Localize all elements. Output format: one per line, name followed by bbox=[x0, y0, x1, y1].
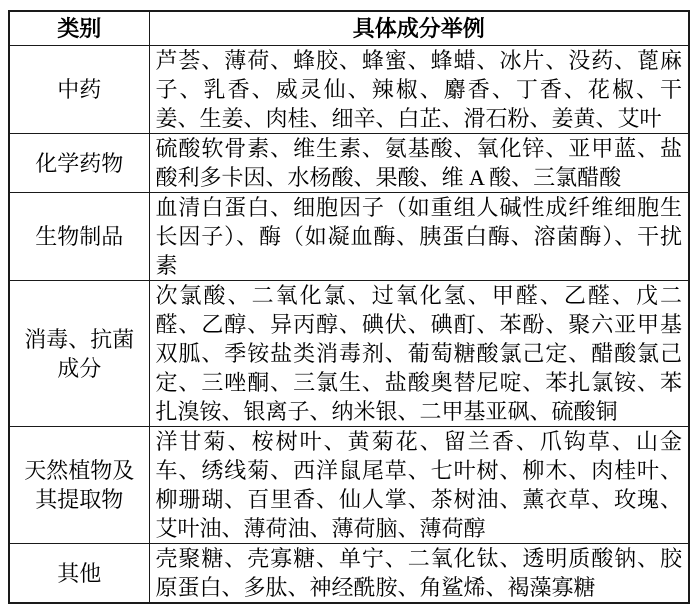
table-row-disinfectant-antibacterial bbox=[9, 281, 689, 427]
table-row-chinese-medicine bbox=[9, 46, 689, 134]
category-cell: 消毒、抗菌成分 bbox=[9, 281, 149, 427]
category-cell: 其他 bbox=[9, 544, 149, 604]
table-row-other bbox=[9, 544, 689, 604]
category-cell: 中药 bbox=[9, 46, 149, 134]
examples-cell: 壳聚糖、壳寡糖、单宁、二氧化钛、透明质酸钠、胶原蛋白、多肽、神经酰胺、角鲨烯、褐藻寡糖 bbox=[149, 544, 689, 604]
table-row-biological-products bbox=[9, 193, 689, 281]
examples-cell: 洋甘菊、桉树叶、黄菊花、留兰香、爪钩草、山金车、绣线菊、西洋鼠尾草、七叶树、柳木、肉桂叶、柳珊瑚、百里香、仙人掌、茶树油、薰衣草、玫瑰、艾叶油、薄荷油、薄荷脑、薄荷醇 bbox=[149, 427, 689, 544]
category-cell: 天然植物及其提取物 bbox=[9, 427, 149, 544]
examples-cell: 芦荟、薄荷、蜂胶、蜂蜜、蜂蜡、冰片、没药、蓖麻子、乳香、威灵仙、辣椒、麝香、丁香、花椒、干姜、生姜、肉桂、细辛、白芷、滑石粉、姜黄、艾叶 bbox=[149, 46, 689, 134]
table-row-natural-plants bbox=[9, 427, 689, 544]
category-cell: 化学药物 bbox=[9, 134, 149, 193]
examples-cell: 次氯酸、二氧化氯、过氧化氢、甲醛、乙醛、戊二醛、乙醇、异丙醇、碘伏、碘酊、苯酚、聚六亚甲基双胍、季铵盐类消毒剂、葡萄糖酸氯己定、醋酸氯己定、三唑酮、三氯生、盐酸奥替尼啶、苯扎氯铵、苯扎溴铵、银离子、纳米银、二甲基亚砜、硫酸铜 bbox=[149, 281, 689, 427]
column-header-examples: 具体成分举例 bbox=[149, 11, 689, 46]
document-page bbox=[0, 10, 700, 608]
table-header-row bbox=[9, 11, 689, 46]
ingredients-table bbox=[8, 10, 690, 604]
category-cell: 生物制品 bbox=[9, 193, 149, 281]
examples-cell: 硫酸软骨素、维生素、氨基酸、氧化锌、亚甲蓝、盐酸利多卡因、水杨酸、果酸、维 A 酸、三氯醋酸 bbox=[149, 134, 689, 193]
table-row-chemical-drugs bbox=[9, 134, 689, 193]
column-header-category: 类别 bbox=[9, 11, 149, 46]
examples-cell: 血清白蛋白、细胞因子（如重组人碱性成纤维细胞生长因子）、酶（如凝血酶、胰蛋白酶、溶菌酶）、干扰素 bbox=[149, 193, 689, 281]
